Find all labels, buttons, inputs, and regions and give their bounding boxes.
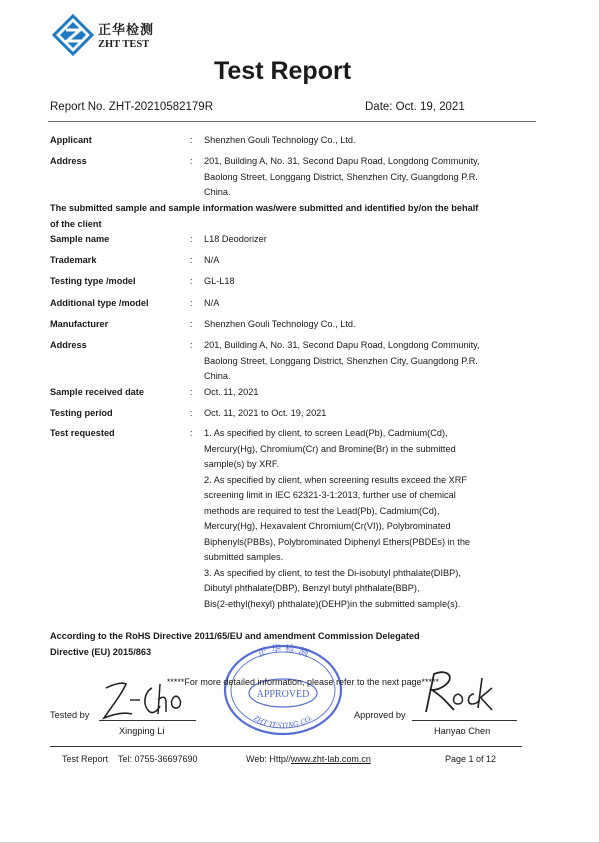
applicant-value: Shenzhen Gouli Technology Co., Ltd. [204,135,356,145]
submission-note-line: of the client [50,218,102,229]
address-line: 201, Building A, No. 31, Second Dapu Road, Longdong Community, [204,156,480,166]
approver-signature [418,664,498,720]
colon: : [190,428,193,438]
footer-divider [50,746,522,747]
address-line: China. [204,187,231,197]
colon: : [190,234,193,244]
header-divider [48,121,536,122]
report-date: Date: Oct. 19, 2021 [365,101,465,113]
report-number: Report No. ZHT-20210582179R [50,101,214,113]
directive-line: According to the RoHS Directive 2011/65/EU and amendment Commission Delegated [50,631,420,641]
testing-period-label: Testing period [50,408,113,418]
testing-type-label: Testing type /model [50,276,136,286]
tester-signature-line [99,720,196,721]
colon: : [190,387,193,397]
colon: : [190,340,193,350]
applicant-label: Applicant [50,135,92,145]
approved-by-label: Approved by [354,710,406,720]
submission-note [50,201,530,232]
company-logo [52,14,160,58]
logo-english-text: ZHT TEST [98,39,150,50]
address-line: Baolong Street, Longgang District, Shenzhen City, Guangdong P.R. [204,171,478,182]
colon: : [190,319,193,329]
test-requested-line: submitted samples. [204,552,284,562]
colon: : [190,156,193,166]
footer-page-number: Page 1 of 12 [445,754,497,764]
approved-stamp [222,644,344,736]
page-title: Test Report [213,57,352,85]
sample-name-value: L18 Deodorizer [204,234,267,244]
manufacturer-address-label: Address [50,340,87,350]
test-requested-value [204,426,519,612]
trademark-value: N/A [204,255,220,265]
received-date-value: Oct. 11, 2021 [204,387,259,397]
approver-signature-line [412,720,517,721]
tester-name: Xingping Li [119,726,165,736]
test-requested-line: Bis(2-ethyl(hexyl) phthalate)(DEHP)in the submitted sample(s). [204,598,461,609]
test-requested-line: 2. As specified by client, when screening results exceed the XRF [204,474,468,485]
manufacturer-value: Shenzhen Gouli Technology Co., Ltd. [204,319,356,329]
test-requested-line: Dibutyl phthalate(DBP), Benzyl butyl phthalate(BBP), [204,583,420,593]
stamp-center-text: APPROVED [256,689,310,700]
footer-web-link[interactable]: www.zht-lab.com.cn [290,754,371,764]
test-requested-line: sample(s) by XRF. [204,459,280,469]
footer-web [246,754,371,764]
test-requested-label: Test requested [50,428,115,438]
test-requested-line: Mercury(Hg), Chromium(Cr) and Bromine(Br) in the submitted [204,443,456,454]
testing-period-value: Oct. 11, 2021 to Oct. 19, 2021 [204,408,327,418]
sample-name-label: Sample name [50,234,110,244]
stamp-top-text: 正 华 检 测 [256,644,310,660]
applicant-address-value [204,154,519,201]
colon: : [190,298,193,308]
test-requested-line: Biphenyls(PBBs), Polybrominated Diphenyl Ethers(PBDEs) in the [204,536,471,547]
address-line: Baolong Street, Longgang District, Shenzhen City, Guangdong P.R. [204,355,478,366]
tester-signature [100,674,190,724]
address-line: China. [204,371,231,381]
manufacturer-address-value [204,338,519,385]
footer-web-label: Web: Http// [246,754,291,764]
address-line: 201, Building A, No. 31, Second Dapu Road, Longdong Community, [204,340,480,350]
test-requested-line: Mercury(Hg), Hexavalent Chromium(Cr(VI)), Polybrominated [204,521,451,531]
additional-type-label: Additional type /model [50,298,149,308]
test-requested-line: methods are required to test the Lead(Pb), Cadmium(Cd), [204,505,440,516]
submission-note-line: The submitted sample and sample information was/were submitted and identified by/on the behalf [50,203,479,213]
trademark-label: Trademark [50,255,97,265]
more-info-note: *****For more detailed information, please refer to the next page***** [166,677,440,687]
directive-line: Directive (EU) 2015/863 [50,646,152,657]
footer-tel: Tel: 0755-36697690 [118,754,198,764]
footer-report: Test Report [62,754,109,764]
additional-type-value: N/A [204,298,220,308]
approver-name: Hanyao Chen [434,726,491,736]
logo-mark-icon [52,14,94,56]
logo-chinese-text: 正华检测 [98,22,155,37]
test-requested-line: 1. As specified by client, to screen Lead(Pb), Cadmium(Cd), [204,428,448,438]
received-date-label: Sample received date [50,387,144,397]
colon: : [190,276,193,286]
colon: : [190,135,193,145]
colon: : [190,408,193,418]
testing-type-value: GL-L18 [204,276,235,286]
test-requested-line: 3. As specified by client, to test the Di-isobutyl phthalate(DIBP), [204,567,461,578]
test-requested-line: screening limit in IEC 62321-3-1:2013, further use of chemical [204,490,456,500]
stamp-bottom-text: ZHT TESTING CO. [251,713,315,731]
applicant-address-label: Address [50,156,87,166]
manufacturer-label: Manufacturer [50,319,109,329]
tested-by-label: Tested by [50,710,90,720]
colon: : [190,255,193,265]
